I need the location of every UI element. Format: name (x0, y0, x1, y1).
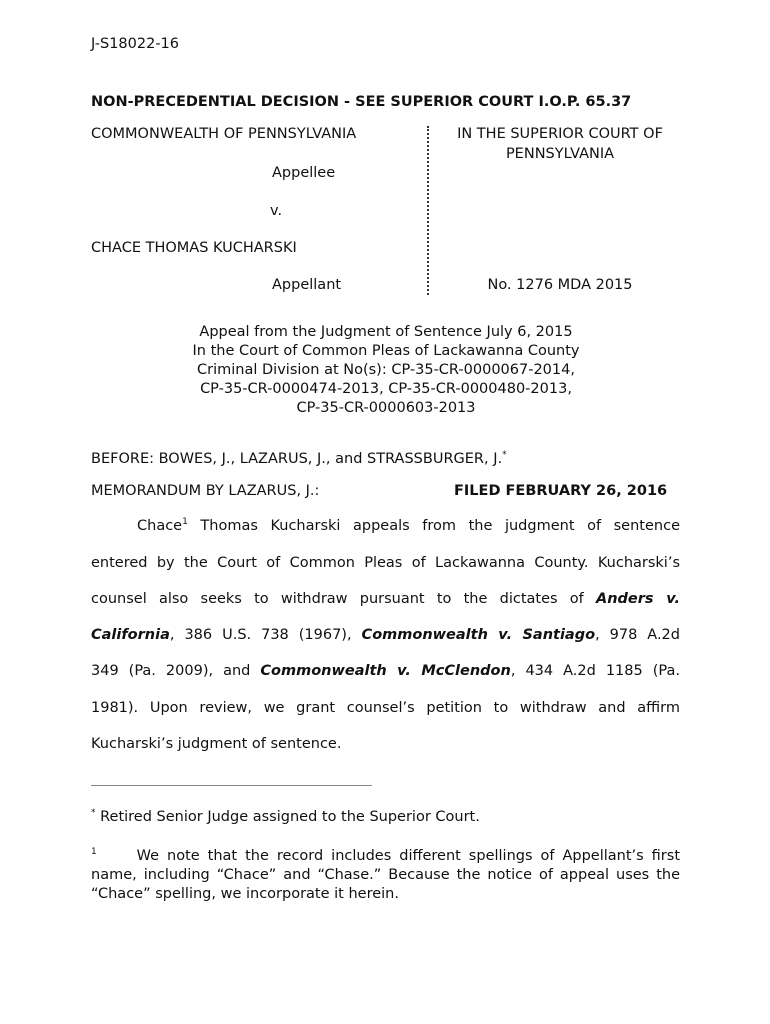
text-span: counsel also seeks to withdraw pursuant to the dictates of (91, 591, 596, 607)
panel-judges: BEFORE: BOWES, J., LAZARUS, J., and STRASSBURGER, J. (91, 451, 503, 467)
footnote-1-line: “Chace” spelling, we incorporate it herein. (91, 886, 399, 902)
text-span: , 434 A.2d 1185 (Pa. (510, 663, 680, 679)
panel-before (91, 451, 507, 467)
case-name: Commonwealth v. McClendon (260, 663, 511, 679)
memorandum-author: MEMORANDUM BY LAZARUS, J.: (91, 483, 320, 499)
footnote-1-line: name, including “Chace” and “Chase.” Because the notice of appeal uses the (91, 867, 680, 883)
text-span: , 978 A.2d (595, 627, 680, 643)
body-line-2: entered by the Court of Common Pleas of Lackawanna County. Kucharski’s (91, 555, 680, 571)
text-span: Chace (137, 518, 183, 534)
body-line-4 (91, 627, 680, 643)
footnote-star (91, 808, 680, 827)
body-line-7: Kucharski’s judgment of sentence. (91, 736, 342, 752)
court-line-1: IN THE SUPERIOR COURT OF (457, 126, 663, 142)
decision-heading: NON-PRECEDENTIAL DECISION - SEE SUPERIOR COURT I.O.P. 65.37 (91, 94, 632, 110)
appeal-line: CP-35-CR-0000474-2013, CP-35-CR-0000480-2013, (200, 381, 572, 397)
appeal-info (91, 323, 681, 418)
footnote-1-line (91, 847, 680, 866)
caption-divider (427, 126, 429, 295)
appellant-party: CHACE THOMAS KUCHARSKI (91, 240, 297, 256)
footnote-star-mark: * (91, 808, 96, 818)
footnote-star-text: Retired Senior Judge assigned to the Superior Court. (95, 809, 480, 825)
filed-date: FILED FEBRUARY 26, 2016 (454, 483, 668, 499)
appeal-line: CP-35-CR-0000603-2013 (296, 400, 476, 416)
appellee-role: Appellee (272, 165, 336, 181)
case-name: Commonwealth v. Santiago (361, 627, 596, 643)
text-span: , 386 U.S. 738 (1967), (169, 627, 362, 643)
case-name: Anders v. (596, 591, 680, 607)
court-line-2: PENNSYLVANIA (505, 146, 615, 162)
appeal-line: In the Court of Common Pleas of Lackawanna County (192, 343, 580, 359)
text-span: Thomas Kucharski appeals from the judgment of sentence (187, 518, 680, 534)
footnote-1-ref: 1 (182, 517, 188, 527)
case-name: California (91, 627, 170, 643)
case-number: No. 1276 MDA 2015 (487, 277, 633, 293)
docket-number: J-S18022-16 (91, 36, 180, 52)
footnote-rule (91, 785, 372, 786)
body-line-5 (91, 663, 680, 679)
appellant-role: Appellant (272, 277, 342, 293)
appeal-line: Criminal Division at No(s): CP-35-CR-0000067-2014, (197, 362, 575, 378)
body-line-6: 1981). Upon review, we grant counsel’s petition to withdraw and affirm (91, 700, 680, 716)
text-span: We note that the record includes different spellings of Appellant’s first (136, 848, 681, 864)
versus: v. (270, 203, 283, 219)
footnote-star-ref: * (502, 450, 507, 460)
body-line-3 (91, 591, 680, 607)
text-span: 349 (Pa. 2009), and (91, 663, 261, 679)
footnote-1 (91, 847, 680, 904)
appeal-line: Appeal from the Judgment of Sentence July 6, 2015 (199, 324, 573, 340)
body-line-1 (91, 518, 680, 534)
footnote-1-mark: 1 (91, 847, 97, 857)
appellee-party: COMMONWEALTH OF PENNSYLVANIA (91, 126, 357, 142)
